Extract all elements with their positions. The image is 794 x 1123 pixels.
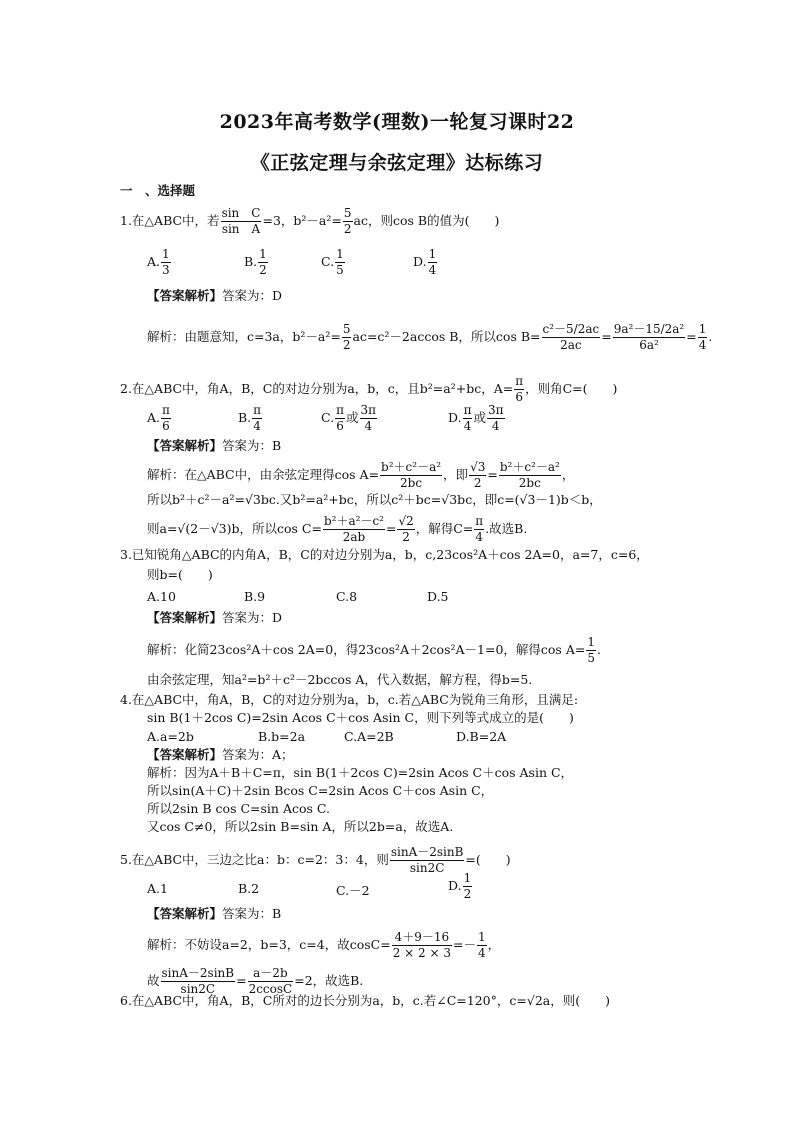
q1-answer: 【答案解析】答案为：D [147,288,283,303]
section-heading: 一 、选择题 [120,183,196,198]
question-3-stem-1: 3.已知锐角△ABC的内角A，B，C的对边分别为a，b，c,23cos²A＋cos 2A=0，a=7，c=6， [120,547,649,562]
fraction: $\frac{\text{sin C}}{\text{sin A}}$ [221,206,261,236]
question-6-stem: 6.在△ABC中，角A，B，C所对的边长分别为a，b，c.若∠C=120°，c=√2a，则( ) [120,993,610,1008]
q3-option-c: C.8 [336,589,358,604]
q4-solution-1: 解析：因为A＋B＋C=π，sin B(1＋2cos C)=2sin Acos C＋cos Asin C， [147,765,574,780]
question-2-stem: 2.在△ABC中，角A，B，C的对边分别为a，b，c，且b²=a²+bc，A= $\frac{\pi}{6}$ ，则角C=( ) [120,374,618,404]
q1-option-c: C. $\frac{1}{5}$ [321,247,344,277]
q2-solution-3: 则a=√(2－√3)b，所以cos C= $\frac{\text{b²＋a²－c²}}{2ab}$ = $\frac{√2}{2}$ ，解得C= $\frac{\pi}{4}$ .故选B. [147,514,528,544]
q2-answer: 【答案解析】答案为：B [147,438,282,453]
q3-answer: 【答案解析】答案为：D [147,610,283,625]
q4-solution-2: 所以sin(A＋C)＋2sin Bcos C=2sin Acos C＋cos Asin C， [147,783,494,798]
q3-solution-2: 由余弦定理，知a²=b²＋c²－2bccos A，代入数据，解方程，得b=5. [147,672,533,687]
q5-answer: 【答案解析】答案为：B [147,906,282,921]
q4-option-b: B.b=2a [258,729,306,744]
question-1-stem: 1.在△ABC中，若 $\frac{\text{sin C}}{\text{sin A}}$ =3，b²－a²= $\frac{5}{2}$ ac，则cos B的值为( ) [120,206,500,236]
q5-option-d: D. $\frac{1}{2}$ [448,871,472,901]
q2-solution-2: 所以b²＋c²－a²=√3bc.又b²=a²+bc，所以c²＋bc=√3bc，即c=(√3－1)b＜b， [147,492,602,507]
document-title: 2023年高考数学(理数)一轮复习课时22 [219,111,575,133]
q5-option-c: C.－2 [336,883,370,898]
q4-solution-3: 所以2sin B cos C=sin Acos C. [147,801,330,816]
q3-option-d: D.5 [427,589,449,604]
question-3-stem-2: 则b=( ) [147,567,213,582]
q5-solution-1: 解析：不妨设a=2，b=3，c=4，故cosC= $\frac{4+9-16}{2 \times 2 \times 3}$ =－ $\frac{1}{4}$ ， [147,930,501,960]
q4-option-d: D.B=2A [456,729,507,744]
q3-option-a: A.10 [147,589,176,604]
q2-option-b: B. $\frac{\pi}{4}$ [238,403,262,433]
document-subtitle: 《正弦定理与余弦定理》达标练习 [250,152,544,174]
q2-option-a: A. $\frac{\pi}{6}$ [147,403,170,433]
q2-option-c: C. $\frac{\pi}{6}$ 或 $\frac{3\pi}{4}$ [321,403,377,433]
fraction: $\frac{5}{2}$ [343,206,352,236]
q4-option-c: C.A=2B [344,729,394,744]
q5-option-a: A.1 [147,881,168,896]
question-4-stem-2: sin B(1＋2cos C)=2sin Acos C＋cos Asin C，则下列等式成立的是( ) [147,710,574,725]
q1-solution: 解析：由题意知，c=3a，b²－a²= $\frac{5}{2}$ ac=c²－2accos B，所以cos B= $\frac{\text{c²－5/2ac}}{2ac}$ = $\frac{\text{9a²－15/2a²}}{\text{6a²}}$ = $\frac{1}{4}$ . [147,322,713,352]
q1-option-d: D. $\frac{1}{4}$ [413,247,437,277]
q3-option-b: B.9 [244,589,266,604]
q1-option-a: A. $\frac{1}{3}$ [147,247,170,277]
q4-answer: 【答案解析】答案为：A； [147,747,294,762]
q3-solution-1: 解析：化简23cos²A＋cos 2A=0，得23cos²A＋2cos²A－1=0，解得cos A= $\frac{1}{5}$ . [147,635,601,665]
q1-option-b: B. $\frac{1}{2}$ [244,247,267,277]
q5-option-b: B.2 [238,881,260,896]
q2-solution-1: 解析：在△ABC中，由余弦定理得cos A= $\frac{\text{b²＋c²－a²}}{2bc}$ ，即 $\frac{√3}{2}$ = $\frac{\text{b²＋c²－a²}}{2bc}$ ， [147,460,575,490]
question-4-stem-1: 4.在△ABC中，角A，B，C的对边分别为a，b，c.若△ABC为锐角三角形，且满足: [120,692,579,707]
q5-solution-2: 故 $\frac{\sin A-2\sin B}{\sin 2C}$ = $\frac{a-2b}{2ccosC}$ =2，故选B. [147,966,364,996]
q2-option-d: D. $\frac{\pi}{4}$ 或 $\frac{3\pi}{4}$ [448,403,504,433]
q4-option-a: A.a=2b [147,729,194,744]
question-5-stem: 5.在△ABC中，三边之比a：b：c=2：3：4，则 $\frac{\sin A-2\sin B}{\sin 2C}$ =( ) [120,845,511,875]
q4-solution-4: 又cos C≠0，所以2sin B=sin A，所以2b=a，故选A. [147,819,454,834]
